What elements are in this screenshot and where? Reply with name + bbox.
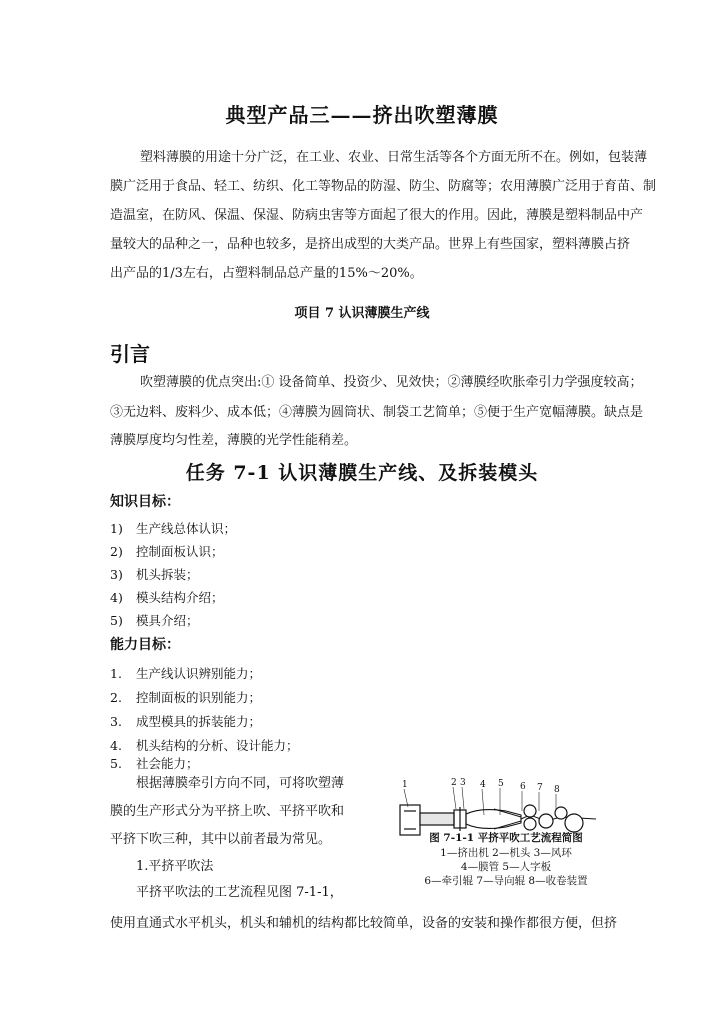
figure-caption-line: 6—牵引辊 7—导向辊 8—收卷装置 (424, 875, 588, 887)
knowledge-goals-heading: 知识目标： (110, 494, 180, 510)
callout-4: 4 (480, 780, 486, 790)
paragraph-line: ③无边料、废料少、成本低；④薄膜为圆筒状、制袋工艺简单；⑤便于生产宽幅薄膜。缺点是 (110, 405, 644, 420)
paragraph-line: 出产品的1/3左右，占塑料制品总产量的15%～20%。 (110, 266, 423, 281)
paragraph-line: 根据薄膜牵引方向不同，可将吹塑薄 (136, 776, 345, 791)
list-item: 4. 机头结构的分析、设计能力； (110, 738, 299, 753)
paragraph-line: 薄膜厚度均匀性差，薄膜的光学性能稍差。 (110, 433, 358, 448)
list-item: 2. 控制面板的识别能力； (110, 690, 262, 705)
project-title: 项目 7 认识薄膜生产线 (294, 306, 430, 321)
figure-caption-title: 图 7-1-1 平挤平吹工艺流程简图 (429, 832, 583, 844)
preface-heading: 引言 (110, 342, 150, 366)
die-head (454, 807, 466, 831)
list-item: 5. 社会能力； (110, 756, 199, 771)
section-heading: 1.平挤平吹法 (136, 859, 214, 874)
paragraph-line: 平挤下吹三种，其中以前者最为常见。 (110, 832, 332, 847)
ability-goals-heading: 能力目标： (110, 637, 180, 653)
callout-3: 3 (460, 778, 466, 788)
list-item: 2) 控制面板认识； (110, 544, 224, 559)
paragraph-line: 吹塑薄膜的优点突出:① 设备简单、投资少、见效快；②薄膜经吹胀牵引力学强度较高； (140, 375, 643, 390)
list-item: 3. 成型模具的拆装能力； (110, 714, 262, 729)
paragraph-line: 造温室，在防风、保温、保湿、防病虫害等方面起了很大的作用。因此，薄膜是塑料制品中产 (110, 208, 644, 223)
list-item: 1) 生产线总体认识； (110, 521, 237, 536)
list-item: 3) 机头拆装； (110, 567, 199, 582)
paragraph-line: 膜的生产形式分为平挤上吹、平挤平吹和 (110, 804, 345, 819)
callout-7: 7 (537, 783, 543, 793)
collapsing-frame (494, 809, 521, 829)
callout-6: 6 (520, 782, 526, 792)
film-tube (466, 810, 521, 829)
paragraph-line: 膜广泛用于食品、轻工、纺织、化工等物品的防湿、防尘、防腐等；农用薄膜广泛用于育苗、制 (110, 179, 657, 194)
figure-caption-line: 4—膜管 5—人字板 (460, 861, 552, 873)
doc-title: 典型产品三——挤出吹塑薄膜 (225, 103, 499, 127)
list-item: 1. 生产线认识辨别能力； (110, 666, 262, 681)
callout-5: 5 (498, 779, 504, 789)
list-item: 4) 模头结构介绍； (110, 590, 224, 605)
paragraph-line: 塑料薄膜的用途十分广泛，在工业、农业、日常生活等各个方面无所不在。例如，包装薄 (140, 150, 648, 165)
callout-8: 8 (554, 785, 560, 795)
figure-caption-line: 1—挤出机 2—机头 3—风环 (440, 847, 572, 859)
paragraph-line: 使用直通式水平机头，机头和辅机的结构都比较简单，设备的安装和操作都很方便，但挤 (110, 916, 618, 931)
callout-2: 2 (451, 778, 457, 788)
list-item: 5) 模具介绍； (110, 613, 199, 628)
callout-1: 1 (402, 780, 408, 790)
paragraph-line: 量较大的品种之一，品种也较多，是挤出成型的大类产品。世界上有些国家，塑料薄膜占挤 (110, 237, 631, 252)
task-title: 任务 7-1 认识薄膜生产线、及拆装模头 (185, 462, 539, 484)
paragraph-line: 平挤平吹法的工艺流程见图 7-1-1， (136, 885, 343, 900)
